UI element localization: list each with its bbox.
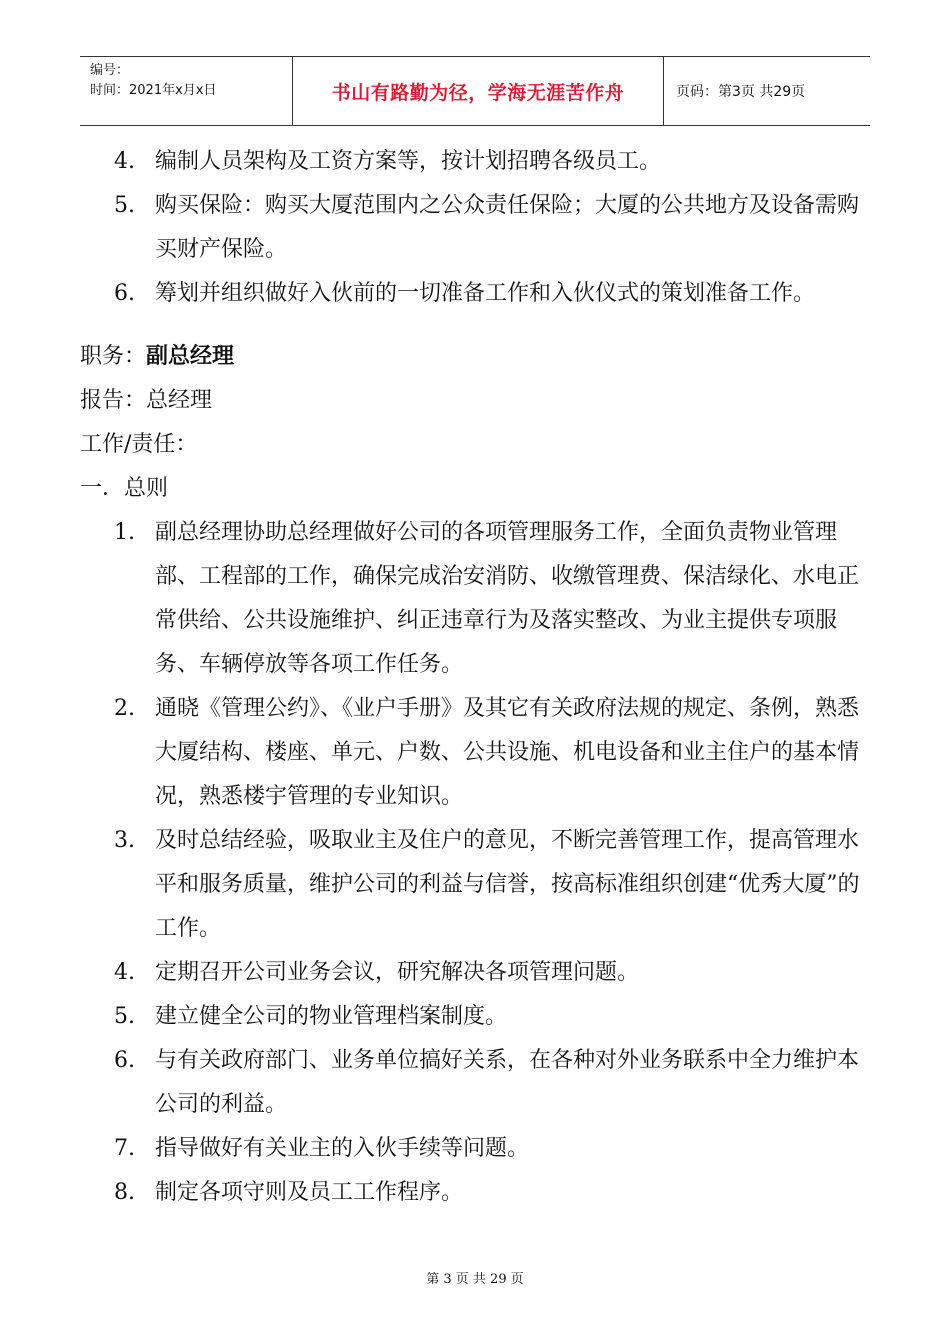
- list-item-number: 2.: [114, 696, 135, 721]
- list-item-text: 制定各项守则及员工工作程序。: [155, 1180, 464, 1205]
- list-item-text: 通晓《管理公约》、《业户手册》及其它有关政府法规的规定、条例，熟悉大厦结构、楼座、单元、户数、公共设施、机电设备和业主住户的基本情况，熟悉楼宇管理的专业知识。: [155, 696, 860, 809]
- position-line: [80, 334, 880, 379]
- header-page-info: 页码：第3页 共29页: [676, 84, 806, 100]
- list-item-text: 指导做好有关业主的入伙手续等问题。: [155, 1136, 530, 1161]
- page-footer: 第 3 页 共 29 页: [426, 1272, 524, 1287]
- list-item: [80, 272, 873, 316]
- duty-list: [80, 511, 880, 1215]
- list-item-text: 编制人员架构及工资方案等，按计划招聘各级员工。: [155, 149, 662, 174]
- document-body: [80, 140, 880, 1215]
- top-list: [80, 140, 880, 316]
- list-item-text: 及时总结经验，吸取业主及住户的意见，不断完善管理工作，提高管理水平和服务质量，维护公司的利益与信誉，按高标准组织创建“优秀大厦”的工作。: [155, 828, 860, 941]
- list-item: [80, 184, 873, 272]
- list-item: [80, 511, 873, 687]
- duty-heading: 工作/责任：: [80, 432, 198, 457]
- list-item: [80, 1127, 873, 1171]
- list-item-number: 1.: [114, 520, 135, 545]
- list-item-text: 筹划并组织做好入伙前的一切准备工作和入伙仪式的策划准备工作。: [155, 281, 816, 306]
- list-item-number: 5.: [114, 193, 135, 218]
- header-motto: 书山有路勤为径，学海无涯苦作舟: [293, 57, 664, 125]
- list-item: [80, 951, 873, 995]
- list-item-text: 与有关政府部门、业务单位搞好关系，在各种对外业务联系中全力维护本公司的利益。: [155, 1048, 860, 1117]
- position-value: 副总经理: [146, 343, 235, 369]
- list-item-text: 副总经理协助总经理做好公司的各项管理服务工作，全面负责物业管理部、工程部的工作，确保完成治安消防、收缴管理费、保洁绿化、水电正常供给、公共设施维护、纠正违章行为及落实整改、为业主提供专项服务、车辆停放等各项工作任务。: [155, 520, 860, 677]
- list-item-number: 6.: [114, 281, 135, 306]
- section-heading: 一．总则: [80, 476, 169, 501]
- header-meta: [80, 57, 293, 125]
- list-item: [80, 995, 873, 1039]
- document-number-label: 编号：: [90, 63, 130, 78]
- position-label: 职务：: [80, 344, 147, 369]
- list-item: [80, 1039, 873, 1127]
- document-time: 时间：2021年x月x日: [90, 83, 217, 98]
- list-item-number: 7.: [114, 1136, 135, 1161]
- list-item-number: 5.: [114, 1004, 135, 1029]
- list-item: [80, 1171, 873, 1215]
- list-item: [80, 140, 873, 184]
- list-item-text: 购买保险：购买大厦范围内之公众责任保险；大厦的公共地方及设备需购买财产保险。: [155, 193, 860, 262]
- list-item: [80, 687, 873, 819]
- report-line: 报告：总经理: [80, 388, 213, 413]
- list-item-text: 建立健全公司的物业管理档案制度。: [155, 1004, 508, 1029]
- spacer: [80, 316, 880, 334]
- list-item-number: 6.: [114, 1048, 135, 1073]
- list-item-number: 3.: [114, 828, 135, 853]
- list-item-number: 8.: [114, 1180, 135, 1205]
- list-item-number: 4.: [114, 960, 135, 985]
- list-item: [80, 819, 873, 951]
- list-item-text: 定期召开公司业务会议，研究解决各项管理问题。: [155, 960, 640, 985]
- page-header: [80, 56, 870, 126]
- list-item-number: 4.: [114, 149, 135, 174]
